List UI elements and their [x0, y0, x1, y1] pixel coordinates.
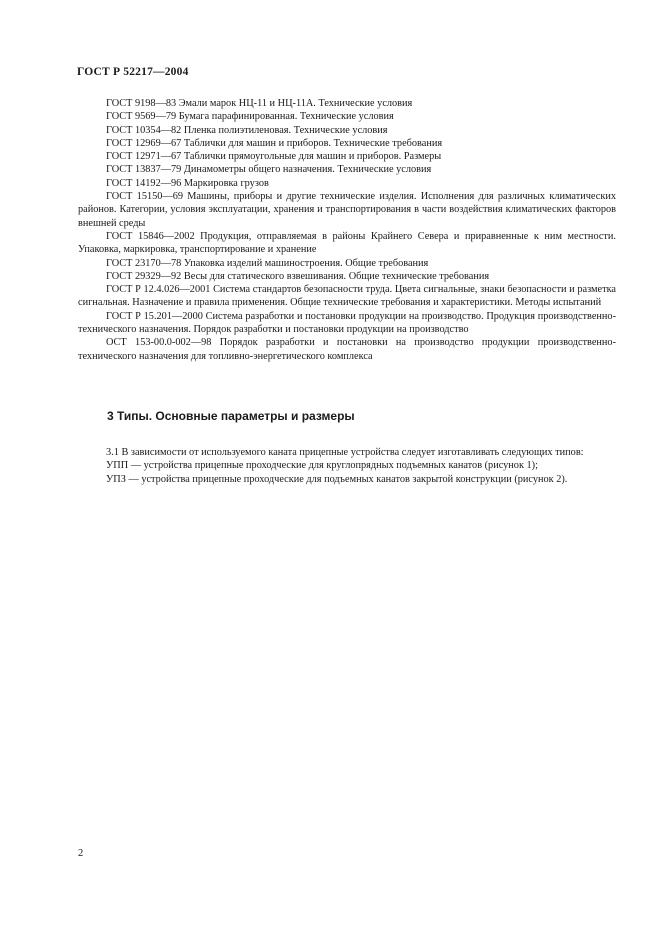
section-heading: 3 Типы. Основные параметры и размеры: [107, 409, 355, 423]
reference-item: ГОСТ 10354—82 Пленка полиэтиленовая. Технические условия: [106, 124, 388, 136]
reference-item: ГОСТ 15846—2002 Продукция, отправляемая в районы Крайнего Севера и приравненные к ним местности. Упаковка, маркировка, транспортирование и хранение: [78, 230, 616, 256]
reference-item: ГОСТ 12971—67 Таблички прямоугольные для машин и приборов. Размеры: [106, 151, 442, 163]
reference-item: ГОСТ 9198—83 Эмали марок НЦ-11 и НЦ-11А. Технические условия: [106, 98, 413, 109]
reference-item: ГОСТ Р 15.201—2000 Система разработки и постановки продукции на производство. Продукция производственно-технического назначения. Порядок разработки и постановки продукции на производство: [78, 310, 616, 336]
page-header: ГОСТ Р 52217—2004: [77, 66, 189, 78]
normative-references-list: [78, 97, 616, 363]
reference-item: ГОСТ 23170—78 Упаковка изделий машиностроения. Общие требования: [106, 257, 429, 269]
section-body: [78, 446, 616, 486]
section-paragraph: УПЗ — устройства прицепные проходческие для подъемных канатов закрытой конструкции (рисунок 2).: [106, 473, 568, 485]
section-paragraph: 3.1 В зависимости от используемого каната прицепные устройства следует изготавливать следующих типов:: [106, 447, 584, 458]
reference-item: ГОСТ 15150—69 Машины, приборы и другие технические изделия. Исполнения для различных климатических районов. Категории, условия эксплуатации, хранения и транспортирования в части воздействия климатических факторов внешней среды: [78, 191, 616, 229]
reference-item: ГОСТ 29329—92 Весы для статического взвешивания. Общие технические требования: [106, 270, 490, 282]
reference-item: ГОСТ 14192—96 Маркировка грузов: [106, 177, 269, 189]
reference-item: ГОСТ Р 12.4.026—2001 Система стандартов безопасности труда. Цвета сигнальные, знаки безопасности и разметка сигнальная. Назначение и правила применения. Общие технические требования и характеристики. Методы испытаний: [78, 284, 616, 309]
section-paragraph: УПП — устройства прицепные проходческие для круглопрядных подъемных канатов (рисунок 1);: [106, 460, 538, 472]
reference-item: ОСТ 153-00.0-002—98 Порядок разработки и постановки на производство продукции производственно-технического назначения для топливно-энергетического комплекса: [78, 337, 616, 362]
reference-item: ГОСТ 12969—67 Таблички для машин и приборов. Технические требования: [106, 137, 443, 149]
reference-item: ГОСТ 13837—79 Динамометры общего назначения. Технические условия: [106, 164, 432, 176]
reference-item: ГОСТ 9569—79 Бумага парафинированная. Технические условия: [106, 111, 394, 123]
page-number: 2: [78, 848, 84, 859]
